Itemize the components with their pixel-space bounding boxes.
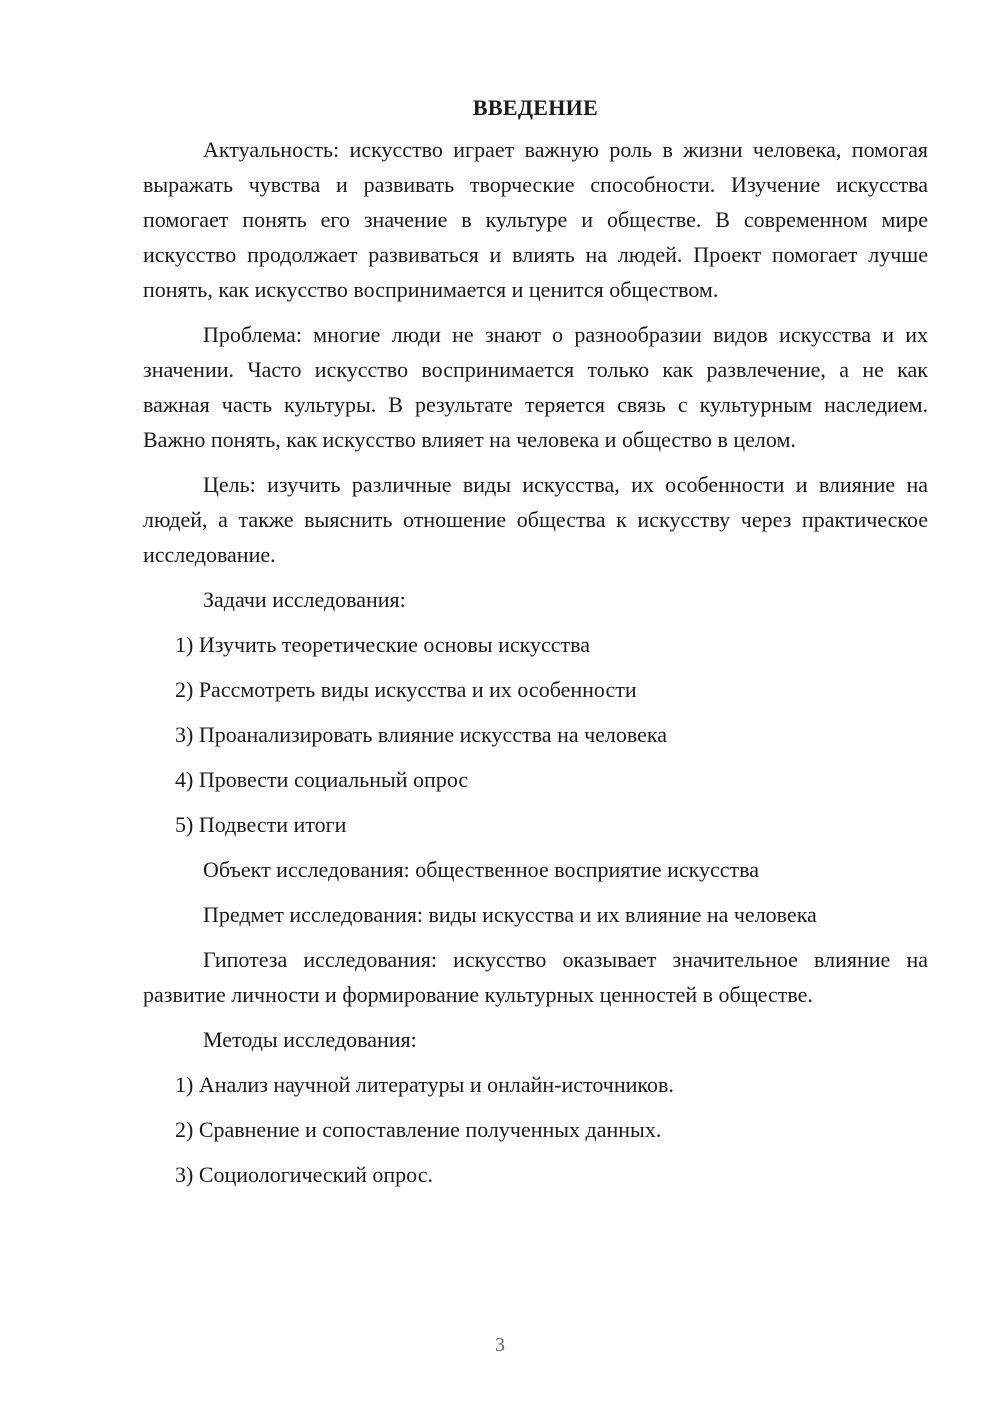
object-paragraph: Объект исследования: общественное восприятие искусства <box>203 857 759 882</box>
goal-paragraph: Цель: изучить различные виды искусства, их особенности и влияние на людей, а также выяснить отношение общества к искусству через практическое исследование. <box>143 472 928 567</box>
problem-paragraph: Проблема: многие люди не знают о разнообразии видов искусства и их значении. Часто искусство воспринимается только как развлечение, а не как важная часть культуры. В результате теряется связь с культурным наследием. Важно понять, как искусство влияет на человека и общество в целом. <box>143 322 928 452</box>
list-item: 2) Рассмотреть виды искусства и их особенности <box>175 677 637 702</box>
list-item: 1) Анализ научной литературы и онлайн-источников. <box>175 1072 674 1097</box>
methods-heading: Методы исследования: <box>203 1027 417 1052</box>
hypothesis-paragraph: Гипотеза исследования: искусство оказывает значительное влияние на развитие личности и формирование культурных ценностей в обществе. <box>143 947 928 1007</box>
list-item: 5) Подвести итоги <box>175 812 347 837</box>
list-item: 2) Сравнение и сопоставление полученных данных. <box>175 1117 662 1142</box>
relevance-paragraph: Актуальность: искусство играет важную роль в жизни человека, помогая выражать чувства и развивать творческие способности. Изучение искусства помогает понять его значение в культуре и обществе. В современном мире искусство продолжает развиваться и влиять на людей. Проект помогает лучше понять, как искусство воспринимается и ценится обществом. <box>143 137 928 302</box>
list-item: 1) Изучить теоретические основы искусства <box>175 632 591 657</box>
list-item: 4) Провести социальный опрос <box>175 767 469 792</box>
section-title: ВВЕДЕНИЕ <box>472 95 599 120</box>
list-item: 3) Социологический опрос. <box>175 1162 433 1187</box>
document-page <box>143 92 928 1192</box>
list-item: 3) Проанализировать влияние искусства на человека <box>175 722 668 747</box>
tasks-list <box>143 627 928 842</box>
tasks-heading: Задачи исследования: <box>203 587 406 612</box>
methods-list <box>143 1067 928 1192</box>
subject-paragraph: Предмет исследования: виды искусства и их влияние на человека <box>203 902 817 927</box>
page-number: 3 <box>495 1334 505 1356</box>
